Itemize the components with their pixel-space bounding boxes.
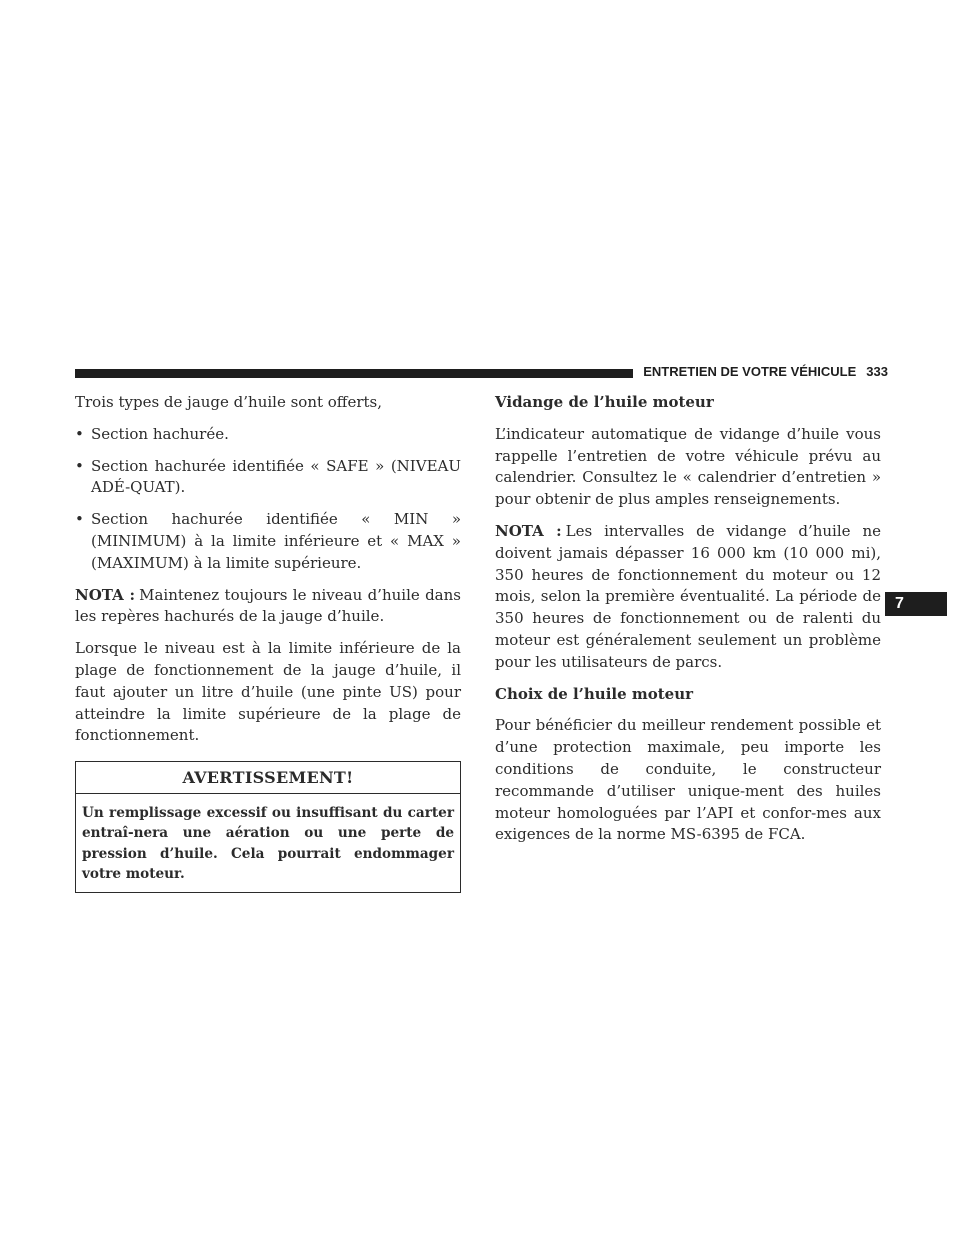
intro-text: Trois types de jauge d’huile sont offerts,: [75, 393, 383, 411]
dipstick-types-list: [75, 424, 461, 575]
section-heading-oil-change: Vidange de l’huile moteur: [495, 393, 714, 411]
left-column: [75, 392, 461, 893]
note-label: NOTA :: [75, 585, 136, 604]
right-column: [495, 392, 881, 856]
note-label: NOTA :: [495, 521, 562, 540]
bullet-glyph: •: [75, 456, 84, 475]
section-heading-oil-choice: Choix de l’huile moteur: [495, 684, 694, 703]
bullet-glyph: •: [75, 510, 84, 529]
note-paragraph: [495, 521, 881, 674]
warning-box: [75, 761, 461, 893]
body-paragraph: Lorsque le niveau est à la limite inférieure de la plage de fonctionnement de la jauge d’huile, il faut ajouter un litre d’huile (une pinte US) pour atteindre la limite supérieure de la plage de fonctionnement.: [75, 639, 461, 745]
note-paragraph: [75, 585, 461, 629]
body-paragraph: Pour bénéficier du meilleur rendement possible et d’une protection maximale, peu importe les conditions de conduite, le constructeur recommande d’utiliser unique-ment des huiles moteur homologuées par l’API et confor-mes aux exigences de la norme MS-6395 de FCA.: [495, 716, 881, 844]
chapter-tab: 7: [885, 592, 947, 616]
list-item: • Section hachurée identifiée « MIN » (MINIMUM) à la limite inférieure et « MAX » (MAXIMUM) à la limite supérieure.: [75, 510, 461, 572]
note-text: Maintenez toujours le niveau d’huile dans les repères hachurés de la jauge d’huile.: [75, 585, 461, 626]
warning-title: AVERTISSEMENT!: [76, 762, 460, 794]
header-rule: [75, 369, 633, 378]
body-paragraph: L’indicateur automatique de vidange d’huile vous rappelle l’entretien de votre véhicule prévu au calendrier. Consultez le « calendrier d’entretien » pour obtenir de plus amples renseignements.: [495, 424, 881, 509]
list-item: • Section hachurée identifiée « SAFE » (NIVEAU ADÉ-QUAT).: [75, 456, 461, 497]
note-text: Les intervalles de vidange d’huile ne doivent jamais dépasser 16 000 km (10 000 mi), 350 heures de fonctionnement du moteur ou 12 mois, selon la première éventualité. La période de 350 heures de fonctionnement ou de ralenti du moteur est généralement seulement un problème pour les utilisateurs de parcs.: [495, 521, 881, 671]
bullet-glyph: •: [75, 424, 84, 443]
list-item: • Section hachurée.: [75, 424, 461, 446]
running-header: [643, 364, 888, 379]
section-title: ENTRETIEN DE VOTRE VÉHICULE: [643, 364, 857, 379]
page-number: 333: [866, 364, 888, 379]
warning-body: Un remplissage excessif ou insuffisant du carter entraî-nera une aération ou une perte de pression d’huile. Cela pourrait endommager votre moteur.: [82, 804, 454, 883]
